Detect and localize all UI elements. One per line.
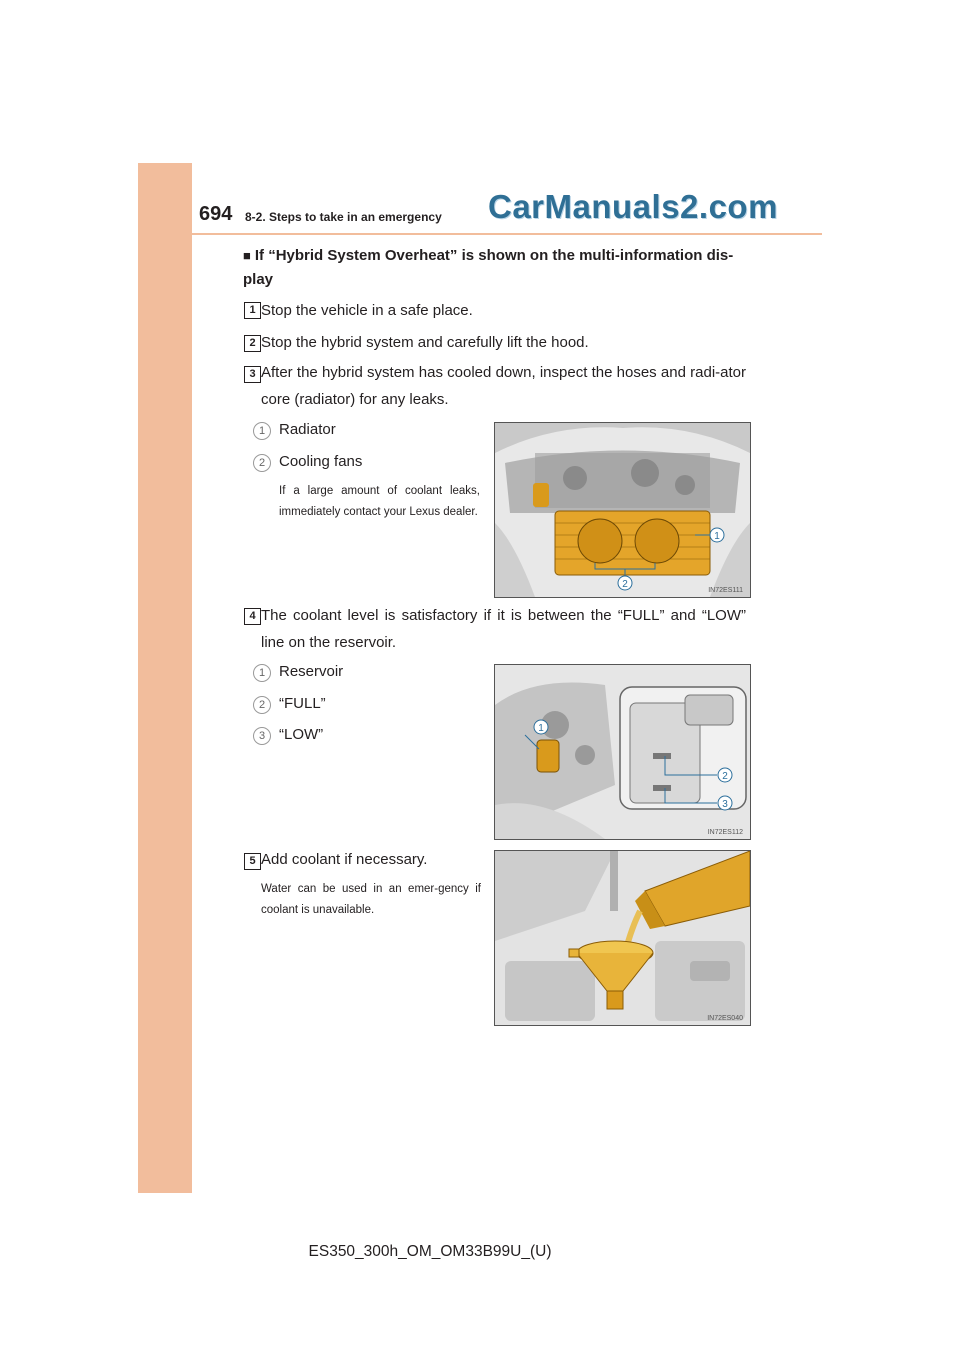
figure3-code: IN72ES040 (707, 1015, 743, 1022)
step-number-5: 5 (244, 853, 261, 870)
heading-text: If “Hybrid System Overheat” is shown on the multi-information dis-play (243, 247, 734, 288)
figure2-label-full: “FULL” (279, 695, 326, 712)
figure2-label-low: “LOW” (279, 726, 324, 743)
callout-number: 2 (253, 696, 271, 714)
chapter-sidebar-tab (138, 163, 192, 1193)
add-coolant-figure (494, 850, 751, 1026)
svg-text:3: 3 (722, 799, 728, 810)
callout-number: 1 (253, 664, 271, 682)
page-number: 694 (199, 203, 233, 225)
figure1-label-radiator: Radiator (279, 421, 336, 438)
svg-text:2: 2 (622, 579, 628, 590)
step-number-2: 2 (244, 335, 261, 352)
callout-number: 1 (253, 422, 271, 440)
step-1-text: Stop the vehicle in a safe place. (261, 302, 473, 319)
figure1-code: IN72ES111 (708, 587, 743, 594)
figure3-note: Water can be used in an emer-gency if coolant is unavailable. (261, 883, 481, 916)
step-3-text: After the hybrid system has cooled down, inspect the hoses and radi-ator core (radiator) for any leaks. (261, 364, 746, 408)
callout-number: 2 (253, 454, 271, 472)
situation-heading (243, 244, 763, 292)
figure2-label-reservoir: Reservoir (279, 663, 344, 680)
step-4-text: The coolant level is satisfactory if it is between the “FULL” and “LOW” line on the reservoir. (261, 607, 746, 651)
step-number-3: 3 (244, 366, 261, 383)
figure2-code: IN72ES112 (707, 829, 743, 836)
footer-text: ES350_300h_OM_OM33B99U_(U) (308, 1243, 552, 1260)
figure1-label-cooling-fans: Cooling fans (279, 453, 363, 470)
footer-doc-code (0, 1243, 960, 1261)
watermark-logo: CarManuals2.com (488, 188, 778, 225)
svg-text:1: 1 (714, 531, 720, 542)
callout-number: 3 (253, 727, 271, 745)
radiator-figure (494, 422, 751, 598)
heading-bullet: ■ (243, 248, 251, 263)
step-number-1: 1 (244, 302, 261, 319)
step-5-text: Add coolant if necessary. (261, 851, 428, 868)
header-rule (192, 233, 822, 235)
figure1-note: If a large amount of coolant leaks, immediately contact your Lexus dealer. (279, 485, 480, 518)
step-number-4: 4 (244, 608, 261, 625)
step-2-text: Stop the hybrid system and carefully lift the hood. (261, 334, 589, 351)
svg-text:2: 2 (722, 771, 728, 782)
svg-text:1: 1 (538, 723, 544, 734)
section-title: 8-2. Steps to take in an emergency (245, 210, 442, 224)
reservoir-figure (494, 664, 751, 840)
